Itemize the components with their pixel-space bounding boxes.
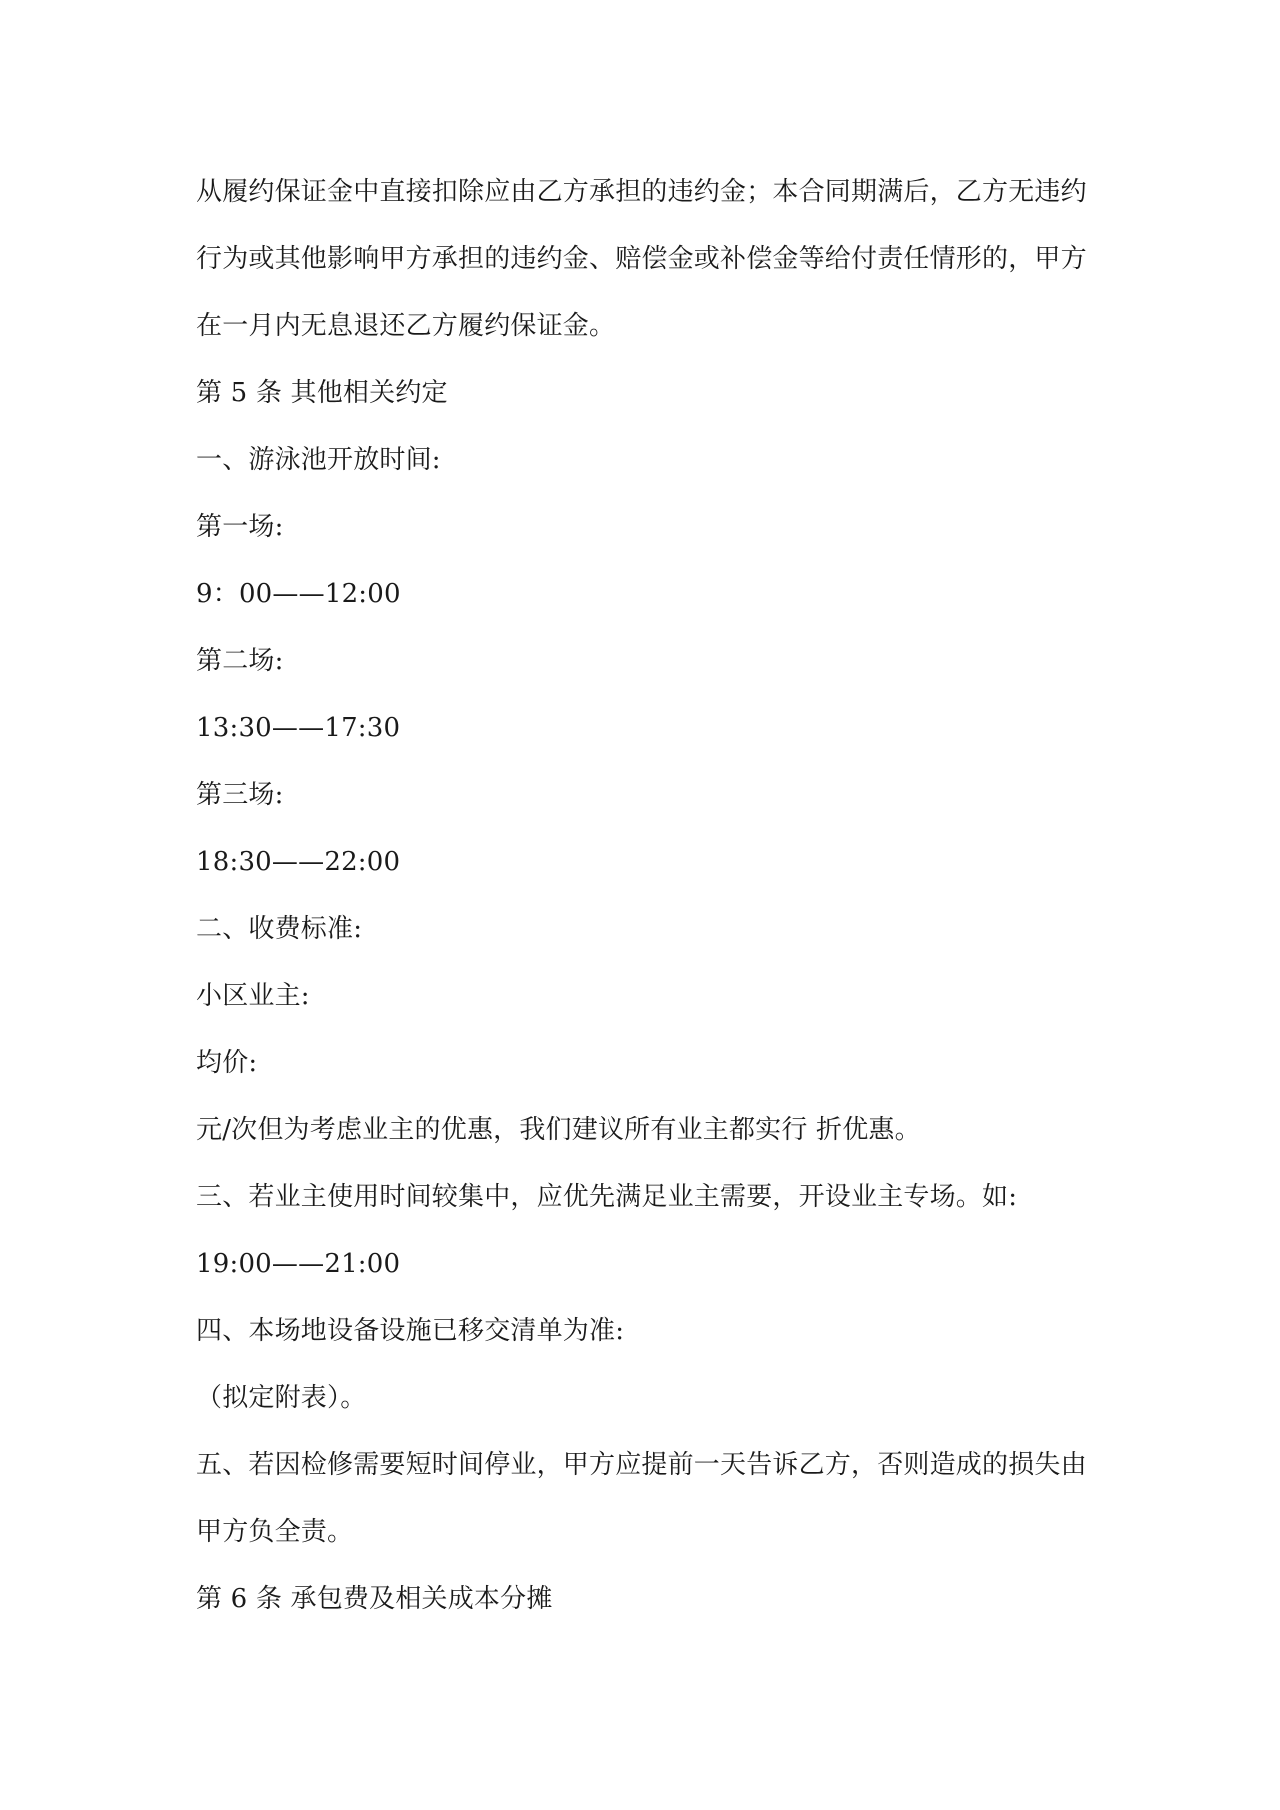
text-line: 在一月内无息退还乙方履约保证金。 [196,311,616,341]
text-line: 第一场: [196,512,284,542]
text-line: 第二场: [196,646,284,676]
text-line: 18:30——22:00 [196,847,401,877]
text-line: 一、游泳池开放时间: [196,445,441,475]
text-line: 甲方负全责。 [196,1517,354,1547]
text-line: 从履约保证金中直接扣除应由乙方承担的违约金；本合同期满后，乙方无违约 [196,177,1087,207]
text-line: 行为或其他影响甲方承担的违约金、赔偿金或补偿金等给付责任情形的，甲方 [196,244,1087,274]
text-line: （拟定附表）。 [196,1383,367,1413]
text-line: 均价: [196,1048,258,1078]
text-line: 19:00——21:00 [196,1249,401,1279]
text-line: 元/次但为考虑业主的优惠，我们建议所有业主都实行 折优惠。 [196,1115,921,1145]
text-line: 五、若因检修需要短时间停业，甲方应提前一天告诉乙方，否则造成的损失由 [196,1450,1087,1480]
text-line: 三、若业主使用时间较集中，应优先满足业主需要，开设业主专场。如: [196,1182,1018,1212]
section-heading: 第 5 条 其他相关约定 [196,378,448,408]
text-line: 四、本场地设备设施已移交清单为准: [196,1316,625,1346]
text-line: 二、收费标准: [196,914,363,944]
text-line: 小区业主: [196,981,310,1011]
text-line: 13:30——17:30 [196,713,401,743]
text-line: 9：00——12:00 [196,579,401,609]
text-line: 第三场: [196,780,284,810]
section-heading: 第 6 条 承包费及相关成本分摊 [196,1584,553,1614]
